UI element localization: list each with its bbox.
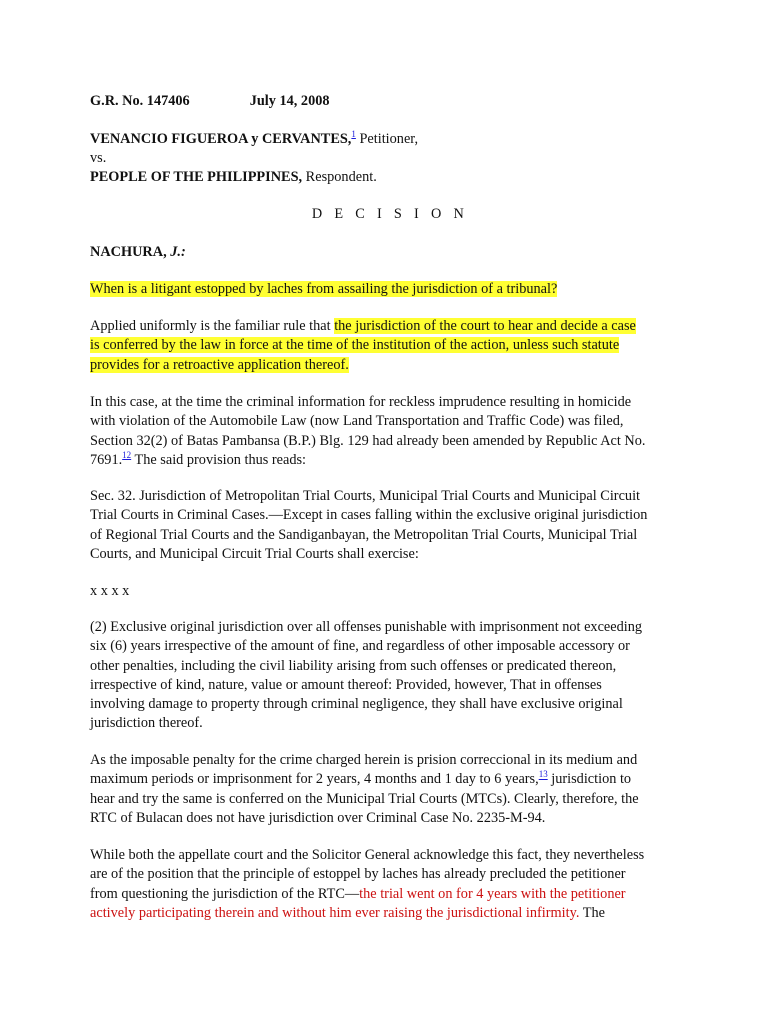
footnote-link-12[interactable]: 12 (122, 450, 132, 461)
paragraph-2 (90, 393, 690, 470)
paragraph-4-line-2: six (6) years irrespective of the amount of fine, and regardless of other imposable accessory or (90, 638, 630, 655)
paragraph-6 (90, 846, 690, 923)
highlight-3: provides for a retroactive application thereof. (90, 356, 349, 373)
paragraph-1 (90, 317, 690, 375)
paragraph-5-line-1: As the imposable penalty for the crime charged herein is prision correccional in its medium and (90, 752, 638, 768)
paragraph-2-line-4-end: The said provision thus reads: (131, 451, 307, 468)
paragraph-5 (90, 751, 690, 828)
paragraph-3-line-1: Sec. 32. Jurisdiction of Metropolitan Trial Courts, Municipal Trial Courts and Municipal Circuit (90, 488, 641, 504)
paragraph-3-line-4: Courts, and Municipal Circuit Trial Courts shall exercise: (90, 545, 419, 562)
paragraph-5-line-4: RTC of Bulacan does not have jurisdiction over Criminal Case No. 2235-M-94. (90, 809, 546, 826)
paragraph-2-line-4 (90, 451, 690, 470)
paragraph-2-line-1: In this case, at the time the criminal information for reckless imprudence resulting in homicide (90, 394, 632, 410)
paragraph-6-line-3 (90, 885, 690, 904)
red-emphasis-1: the trial went on for 4 years with the petitioner (359, 885, 626, 902)
versus-text: vs. (90, 150, 107, 166)
paragraph-3 (90, 487, 690, 564)
paragraph-4-line-4: irrespective of kind, nature, value or amount thereof: Provided, however, That in offenses (90, 676, 602, 693)
respondent-line (90, 168, 690, 187)
case-number: G.R. No. 147406 (90, 93, 190, 109)
paragraph-6-line-1: While both the appellate court and the Solicitor General acknowledge this fact, they nevertheless (90, 847, 645, 863)
paragraph-4-line-1: (2) Exclusive original jurisdiction over all offenses punishable with imprisonment not exceeding (90, 619, 643, 635)
paragraph-1-line-2 (90, 336, 690, 355)
respondent-name: PEOPLE OF THE PHILIPPINES, (90, 169, 303, 185)
highlight-1: the jurisdiction of the court to hear and decide a case (334, 318, 636, 334)
ponente-line (90, 243, 690, 262)
footnote-link-1[interactable]: 1 (351, 129, 356, 140)
paragraph-6-line-3-start: from questioning the jurisdiction of the RTC— (90, 885, 360, 902)
paragraph-3-line-2: Trial Courts in Criminal Cases.—Except in cases falling within the exclusive original jurisdiction (90, 507, 648, 524)
paragraph-3-line-3: of Regional Trial Courts and the Sandiganbayan, the Metropolitan Trial Courts, Municipal Trial (90, 526, 638, 543)
red-emphasis-2: actively participating therein and without him ever raising the jurisdictional infirmity. (90, 904, 580, 921)
question-line (90, 280, 690, 299)
ponente-suffix: J.: (170, 244, 186, 260)
case-header (90, 92, 690, 111)
petitioner-line (90, 130, 690, 149)
paragraph-2-line-3: Section 32(2) of Batas Pambansa (B.P.) Blg. 129 had already been amended by Republic Act No. (90, 432, 646, 449)
paragraph-6-line-2: are of the position that the principle of estoppel by laches has already precluded the petitioner (90, 866, 626, 883)
question-text: When is a litigant estopped by laches from assailing the jurisdiction of a tribunal? (90, 281, 558, 297)
paragraph-1-line-3 (90, 356, 690, 375)
paragraph-5-line-2-end: jurisdiction to (547, 771, 632, 788)
paragraph-4 (90, 618, 690, 734)
decision-title: D E C I S I O N (311, 206, 469, 222)
paragraph-6-line-4 (90, 904, 690, 923)
ellipsis-marker: x x x x (90, 583, 130, 599)
paragraph-5-line-2-start: maximum periods or imprisonment for 2 years, 4 months and 1 day to 6 years, (90, 771, 539, 788)
paragraph-2-line-2: with violation of the Automobile Law (now Land Transportation and Traffic Code) was filed, (90, 413, 624, 430)
paragraph-1-lead: Applied uniformly is the familiar rule that (90, 318, 335, 334)
paragraph-4-line-5: involving damage to property through criminal negligence, they shall have exclusive original (90, 696, 623, 713)
petitioner-role: Petitioner, (355, 131, 419, 147)
paragraph-5-line-3: hear and try the same is conferred on the Municipal Trial Courts (MTCs). Clearly, therefore, the (90, 790, 639, 807)
petitioner-name: VENANCIO FIGUEROA y CERVANTES, (90, 131, 352, 147)
paragraph-4-line-6: jurisdiction thereof. (90, 715, 203, 732)
paragraph-1-line-1 (90, 317, 690, 336)
versus-line (90, 149, 690, 168)
highlight-2: is conferred by the law in force at the time of the institution of the action, unless such statute (90, 337, 620, 354)
ponente-name: NACHURA, (90, 244, 171, 260)
respondent-role: Respondent. (302, 169, 377, 185)
paragraph-5-line-2 (90, 770, 690, 789)
paragraph-6-line-4-end: The (579, 904, 605, 921)
case-date: July 14, 2008 (249, 93, 330, 109)
paragraph-2-line-4-start: 7691. (90, 451, 123, 468)
footnote-link-13[interactable]: 13 (538, 769, 548, 780)
paragraph-4-line-3: other penalties, including the civil liability arising from such offenses or predicated thereon, (90, 657, 617, 674)
